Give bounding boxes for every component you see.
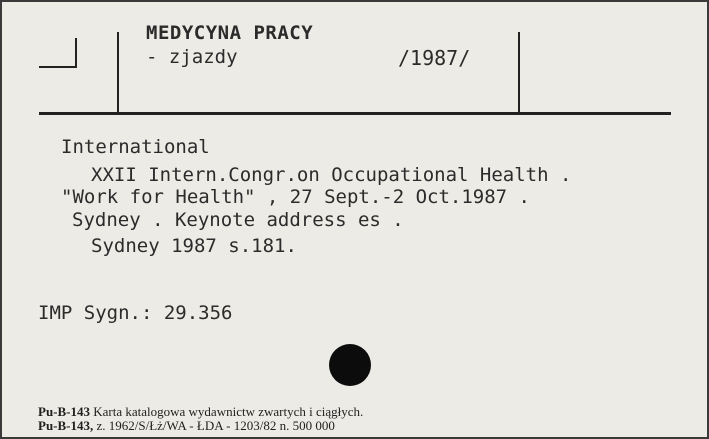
entry-line-3: Sydney . Keynote address es .	[72, 209, 404, 231]
entry-category: International	[61, 136, 210, 158]
entry-line-2: "Work for Health" , 27 Sept.-2 Oct.1987 .	[61, 186, 530, 208]
header-rule	[39, 112, 671, 115]
entry-signature: IMP Sygn.: 29.356	[38, 302, 233, 324]
footer-code-2: Pu-B-143,	[38, 418, 94, 433]
footer-text-1: Karta katalogowa wydawnictw zwartych i ciągłych.	[90, 404, 364, 419]
footer-code-1: Pu-B-143	[38, 404, 90, 419]
footer-text-2: z. 1962/S/Łż/WA - ŁDA - 1203/82 n. 500 000	[93, 418, 335, 433]
footer-line-2	[38, 418, 335, 434]
header-divider-right	[518, 32, 520, 112]
entry-line-4: Sydney 1987 s.181.	[91, 235, 297, 257]
header-divider-left	[117, 32, 119, 112]
header-title: MEDYCYNA PRACY	[146, 22, 314, 44]
header-subtitle: - zjazdy	[146, 46, 238, 68]
entry-line-1: XXII Intern.Congr.on Occupational Health .	[91, 164, 572, 186]
punch-hole	[329, 344, 371, 386]
header-date: /1987/	[398, 46, 471, 70]
corner-mark	[39, 38, 77, 68]
